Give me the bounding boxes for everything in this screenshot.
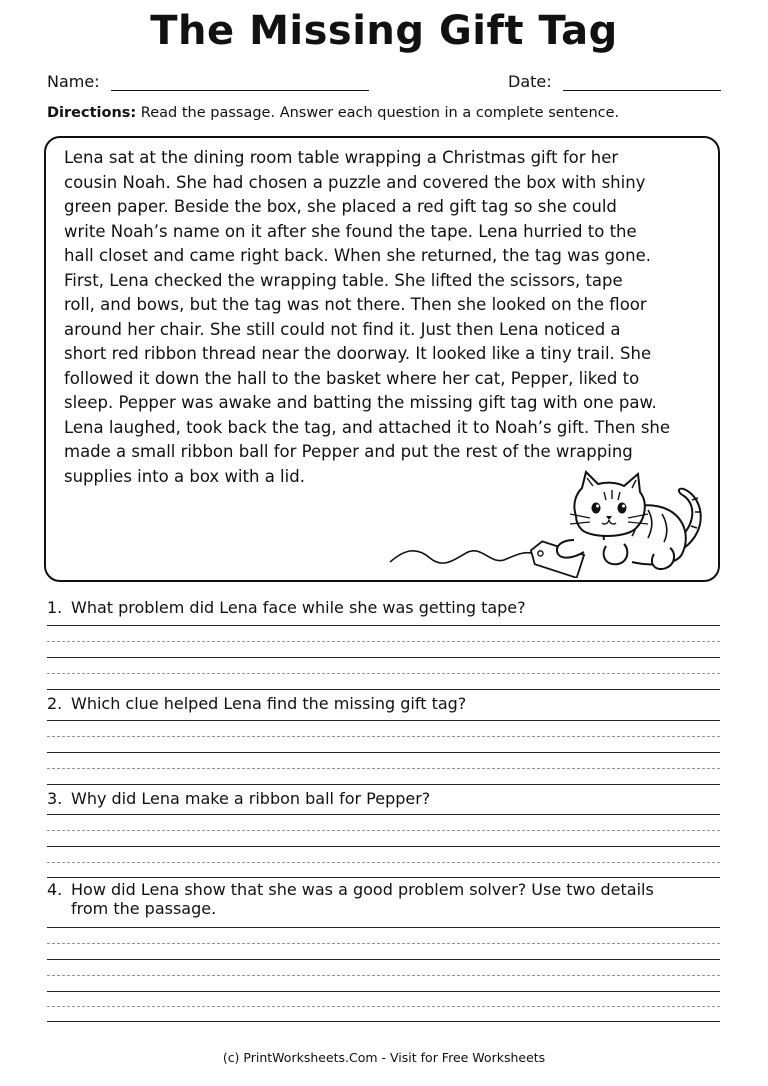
- answer-guide-line: [47, 830, 720, 831]
- question-text: How did Lena show that she was a good problem solver? Use two details: [71, 880, 654, 899]
- answer-guide-line: [47, 641, 720, 642]
- passage-line: short red ribbon thread near the doorway. It looked like a tiny trail. She: [64, 344, 652, 363]
- question-text-continuation: from the passage.: [71, 899, 217, 918]
- answer-line[interactable]: [47, 720, 720, 721]
- passage-line: First, Lena checked the wrapping table. She lifted the scissors, tape: [64, 270, 623, 290]
- passage-line: sleep. Pepper was awake and batting the missing gift tag with one paw.: [64, 393, 657, 412]
- passage-line: around her chair. She still could not find it. Just then Lena noticed a: [64, 319, 621, 339]
- date-label: Date:: [508, 72, 552, 91]
- directions: [47, 105, 619, 121]
- directions-text: Read the passage. Answer each question in a complete sentence.: [136, 105, 620, 121]
- answer-guide-line: [47, 736, 720, 737]
- passage-text: [64, 146, 704, 489]
- answer-line[interactable]: [47, 625, 720, 626]
- answer-line[interactable]: [47, 846, 720, 847]
- footer-credit: (c) PrintWorksheets.Com - Visit for Free Worksheets: [222, 1050, 546, 1065]
- passage-line: roll, and bows, but the tag was not there. Then she looked on the floor: [64, 295, 647, 314]
- passage-line: made a small ribbon ball for Pepper and put the rest of the wrapping: [64, 442, 633, 461]
- question-text: Which clue helped Lena find the missing gift tag?: [71, 694, 467, 713]
- answer-line[interactable]: [47, 991, 720, 992]
- cat-with-gift-tag-illustration: [386, 454, 706, 578]
- date-field: [508, 72, 721, 96]
- question-text: What problem did Lena face while she was getting tape?: [71, 598, 526, 617]
- passage-box: [44, 136, 720, 582]
- answer-guide-line: [47, 975, 720, 976]
- question-number: 1.: [47, 598, 63, 617]
- question-number: 4.: [47, 880, 63, 899]
- answer-line[interactable]: [47, 657, 720, 658]
- question-text: Why did Lena make a ribbon ball for Pepper?: [71, 789, 431, 808]
- answer-guide-line: [47, 862, 720, 863]
- directions-label: Directions:: [47, 105, 137, 121]
- question-1: [47, 598, 727, 617]
- question-number: 2.: [47, 694, 63, 713]
- answer-guide-line: [47, 943, 720, 944]
- answer-line[interactable]: [47, 784, 720, 785]
- question-4: [47, 880, 727, 918]
- name-field: [47, 72, 369, 96]
- passage-line: green paper. Beside the box, she placed a red gift tag so she could: [64, 197, 617, 216]
- name-blank-line[interactable]: [111, 72, 369, 91]
- passage-line: Lena sat at the dining room table wrapping a Christmas gift for her: [64, 148, 619, 167]
- passage-line: hall closet and came right back. When she returned, the tag was gone.: [64, 246, 651, 265]
- question-number: 3.: [47, 789, 63, 808]
- answer-line[interactable]: [47, 1021, 720, 1022]
- answer-line[interactable]: [47, 877, 720, 878]
- question-3: [47, 789, 727, 808]
- worksheet-title: The Missing Gift Tag: [150, 8, 618, 54]
- passage-line: followed it down the hall to the basket where her cat, Pepper, liked to: [64, 368, 640, 388]
- answer-line[interactable]: [47, 752, 720, 753]
- answer-line[interactable]: [47, 814, 720, 815]
- question-2: [47, 694, 727, 713]
- date-blank-line[interactable]: [563, 72, 721, 91]
- name-label: Name:: [47, 72, 100, 91]
- answer-line[interactable]: [47, 689, 720, 690]
- answer-line[interactable]: [47, 959, 720, 960]
- passage-line: supplies into a box with a lid.: [64, 466, 305, 486]
- passage-line: cousin Noah. She had chosen a puzzle and covered the box with shiny: [64, 172, 646, 192]
- answer-guide-line: [47, 768, 720, 769]
- passage-line: Lena laughed, took back the tag, and attached it to Noah’s gift. Then she: [64, 417, 671, 437]
- passage-line: write Noah’s name on it after she found the tape. Lena hurried to the: [64, 221, 637, 241]
- answer-line[interactable]: [47, 927, 720, 928]
- answer-guide-line: [47, 1006, 720, 1007]
- answer-guide-line: [47, 673, 720, 674]
